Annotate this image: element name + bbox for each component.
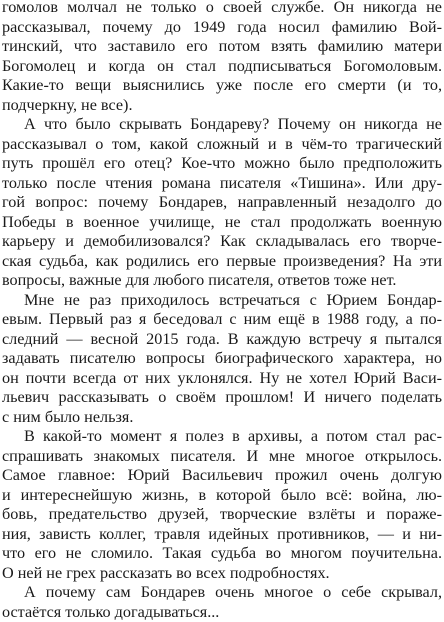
text-line: В какой-то момент я полез в архивы, а потом стал рас-: [2, 427, 442, 447]
text-line: задавать писателю вопросы биографического характера, но: [2, 349, 442, 369]
text-line: вопросы, важные для любого писателя, ответов тоже нет.: [2, 271, 442, 291]
text-line: Богомолец и когда он стал подписываться Богомоловым.: [2, 57, 442, 77]
text-line: льевич рассказывать о своём прошлом! И ничего поделать: [2, 388, 442, 408]
text-line: путь прошёл его отец? Кое-что можно было предположить: [2, 154, 442, 174]
text-line: Победы в военное училище, не стал продолжать военную: [2, 213, 442, 233]
text-line: рассказывал, почему до 1949 года носил фамилию Вой-: [2, 18, 442, 38]
text-line: ская судьба, как родились его первые произведения? На эти: [2, 252, 442, 272]
text-line: евым. Первый раз я беседовал с ним ещё в 1988 году, а по-: [2, 310, 442, 330]
text-line: гомолов молчал не только о своей службе. Он никогда не: [2, 0, 442, 18]
text-line: Какие-то вещи выяснились уже после его смерти (и то,: [2, 76, 442, 96]
text-line: только после чтения романа писателя «Тишина». Или дру-: [2, 174, 442, 194]
text-line: он почти всегда от них уклонялся. Ну не хотел Юрий Васи-: [2, 369, 442, 389]
text-line: тинский, что заставило его потом взять фамилию матери: [2, 37, 442, 57]
text-line: бовь, предательство друзей, творческие взлёты и пораже-: [2, 505, 442, 525]
paragraph-2: [2, 115, 442, 291]
text-line: А что было скрывать Бондареву? Почему он никогда не: [2, 115, 442, 135]
paragraph-5: [2, 583, 442, 622]
text-line: ния, зависть коллег, травля идейных противников, — и ни-: [2, 525, 442, 545]
text-line: следний — весной 2015 года. В каждую встречу я пытался: [2, 330, 442, 350]
text-line: А почему сам Бондарев очень многое о себе скрывал,: [2, 583, 442, 603]
paragraph-3: [2, 291, 442, 428]
text-line: О ней не грех рассказать во всех подробностях.: [2, 564, 442, 584]
paragraph-1: [2, 0, 442, 115]
text-line: остаётся только догадываться...: [2, 603, 442, 622]
text-line: и интереснейшую жизнь, в которой было всё: война, лю-: [2, 486, 442, 506]
text-line: Мне не раз приходилось встречаться с Юрием Бондар-: [2, 291, 442, 311]
text-line: спрашивать знакомых писателя. И мне многое открылось.: [2, 447, 442, 467]
body-text: [2, 0, 442, 622]
text-line: подчеркну, не все).: [2, 96, 442, 116]
text-line: карьеру и демобилизовался? Как складывалась его творче-: [2, 232, 442, 252]
text-line: что его не сломило. Такая судьба во многом поучительна.: [2, 544, 442, 564]
paragraph-4: [2, 427, 442, 583]
text-line: Самое главное: Юрий Васильевич прожил очень долгую: [2, 466, 442, 486]
text-line: с ним было нельзя.: [2, 408, 442, 428]
text-line: рассказывал о том, какой сложный и в чём-то трагический: [2, 135, 442, 155]
text-line: гой вопрос: почему Бондарев, направленный незадолго до: [2, 193, 442, 213]
